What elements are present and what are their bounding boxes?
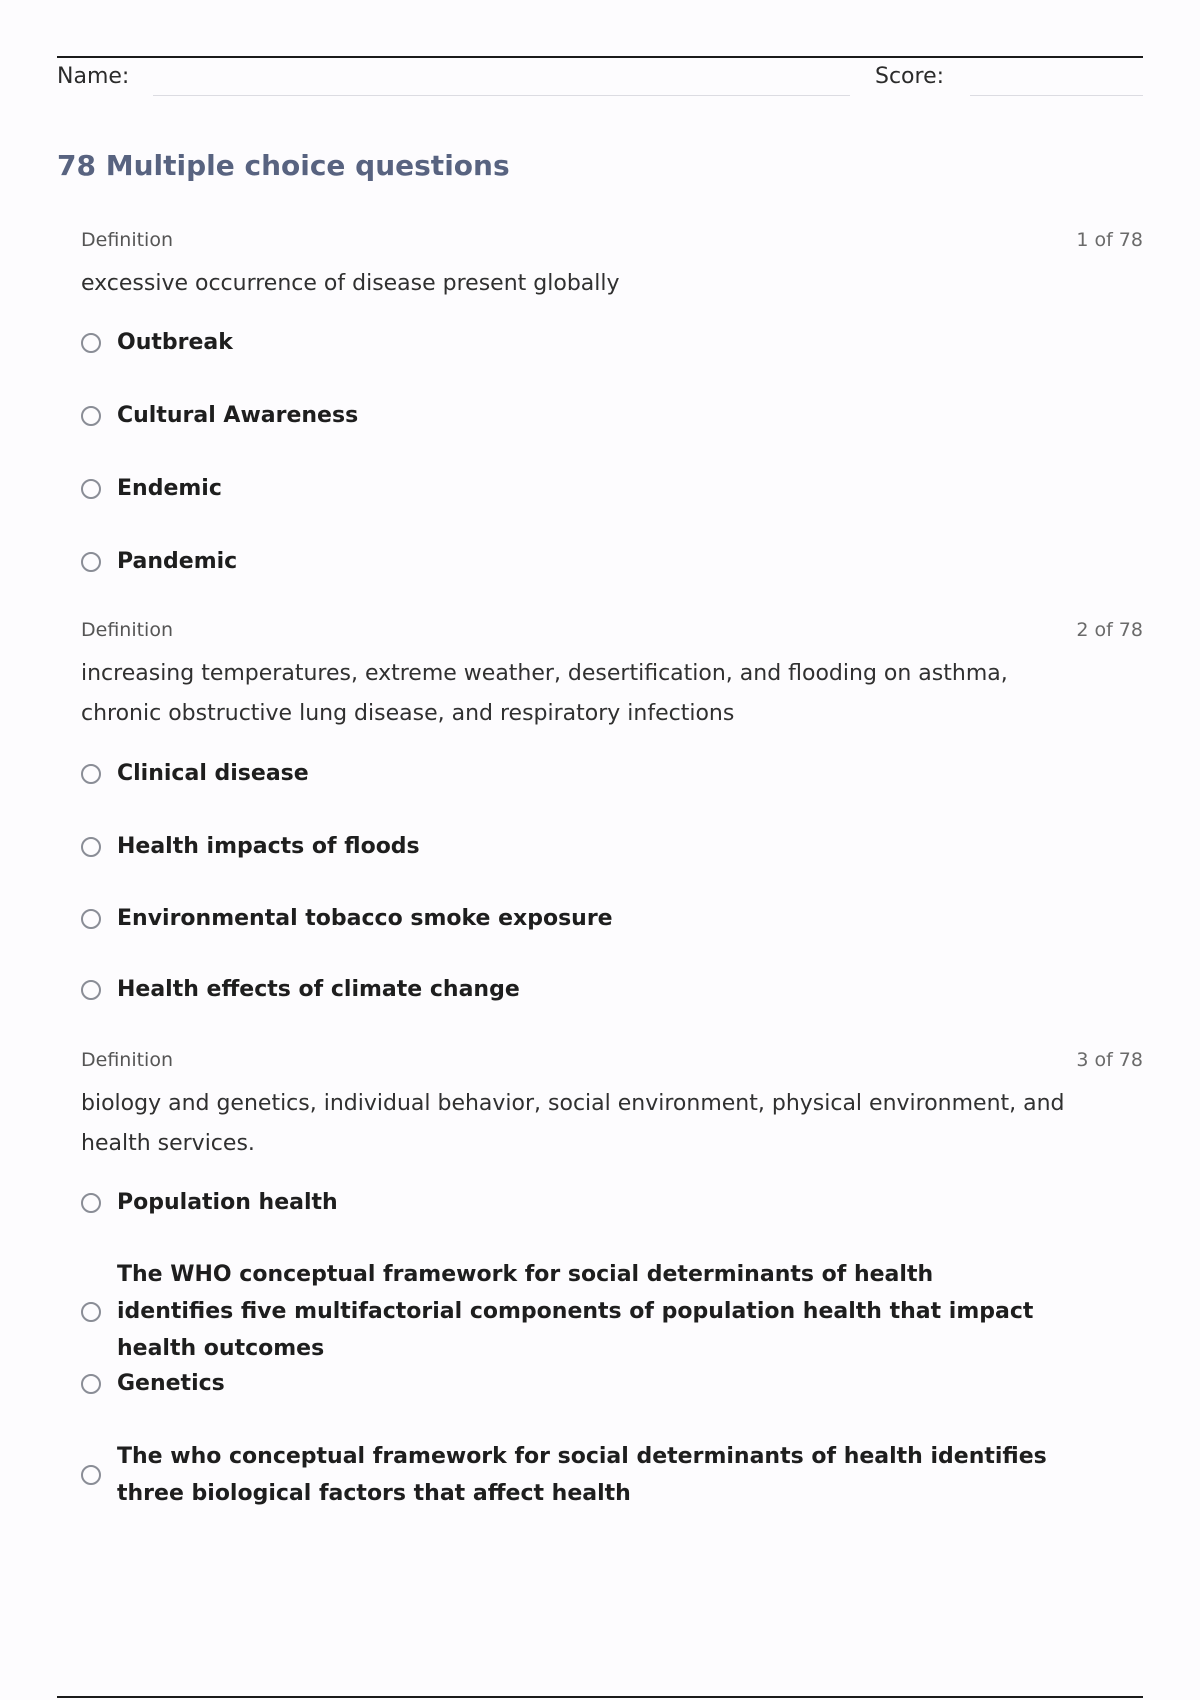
radio-button[interactable] (81, 764, 101, 784)
option-label: The WHO conceptual framework for social determinants of health identifies five multifactorial components of population health that impact health outcomes (117, 1262, 1034, 1361)
answer-option[interactable] (81, 324, 1047, 361)
answer-option[interactable] (81, 1365, 1047, 1402)
score-label: Score: (875, 64, 945, 89)
question-counter: 3 of 78 (1076, 1049, 1143, 1071)
name-label: Name: (57, 64, 130, 89)
answer-option[interactable] (81, 900, 1047, 937)
question-header (81, 618, 1143, 642)
question-3 (81, 1048, 1143, 1164)
question-type-label: Definition (81, 1049, 174, 1071)
page-title: 78 Multiple choice questions (57, 149, 510, 182)
radio-button[interactable] (81, 479, 101, 499)
answer-option[interactable] (81, 971, 1047, 1008)
option-label: Population health (117, 1190, 338, 1215)
answer-option[interactable] (81, 397, 1047, 434)
question-type-label: Definition (81, 619, 174, 641)
question-counter: 1 of 78 (1076, 229, 1143, 251)
answer-option[interactable] (81, 1438, 1047, 1512)
radio-button[interactable] (81, 1302, 101, 1322)
top-rule (57, 56, 1143, 58)
answer-option[interactable] (81, 828, 1047, 865)
radio-button[interactable] (81, 406, 101, 426)
radio-button[interactable] (81, 552, 101, 572)
answer-option[interactable] (81, 470, 1047, 507)
question-2 (81, 618, 1143, 734)
question-counter: 2 of 78 (1076, 619, 1143, 641)
question-type-label: Definition (81, 229, 174, 251)
option-label: The who conceptual framework for social determinants of health identifies three biological factors that affect health (117, 1444, 1047, 1506)
question-text: biology and genetics, individual behavior, social environment, physical environment, and health services. (81, 1091, 1065, 1156)
radio-button[interactable] (81, 333, 101, 353)
option-label: Cultural Awareness (117, 403, 359, 428)
score-field[interactable] (970, 95, 1143, 96)
option-label: Genetics (117, 1371, 225, 1396)
answer-option[interactable] (81, 543, 1047, 580)
question-text: increasing temperatures, extreme weather, desertification, and flooding on asthma, chronic obstructive lung disease, and respiratory infections (81, 661, 1008, 726)
radio-button[interactable] (81, 1193, 101, 1213)
answer-option[interactable] (81, 1184, 1047, 1221)
name-field[interactable] (153, 95, 850, 96)
radio-button[interactable] (81, 980, 101, 1000)
radio-button[interactable] (81, 1465, 101, 1485)
radio-button[interactable] (81, 1374, 101, 1394)
option-label: Health impacts of floods (117, 834, 420, 859)
answer-option[interactable] (81, 1256, 1047, 1367)
radio-button[interactable] (81, 909, 101, 929)
option-label: Environmental tobacco smoke exposure (117, 906, 613, 931)
option-label: Clinical disease (117, 761, 309, 786)
option-label: Health effects of climate change (117, 977, 520, 1002)
bottom-rule (57, 1696, 1143, 1698)
question-header (81, 228, 1143, 252)
answer-option[interactable] (81, 755, 1047, 792)
question-text: excessive occurrence of disease present globally (81, 271, 620, 296)
option-label: Outbreak (117, 330, 233, 355)
radio-button[interactable] (81, 837, 101, 857)
question-header (81, 1048, 1143, 1072)
question-1 (81, 228, 1143, 304)
option-label: Endemic (117, 476, 222, 501)
option-label: Pandemic (117, 549, 238, 574)
